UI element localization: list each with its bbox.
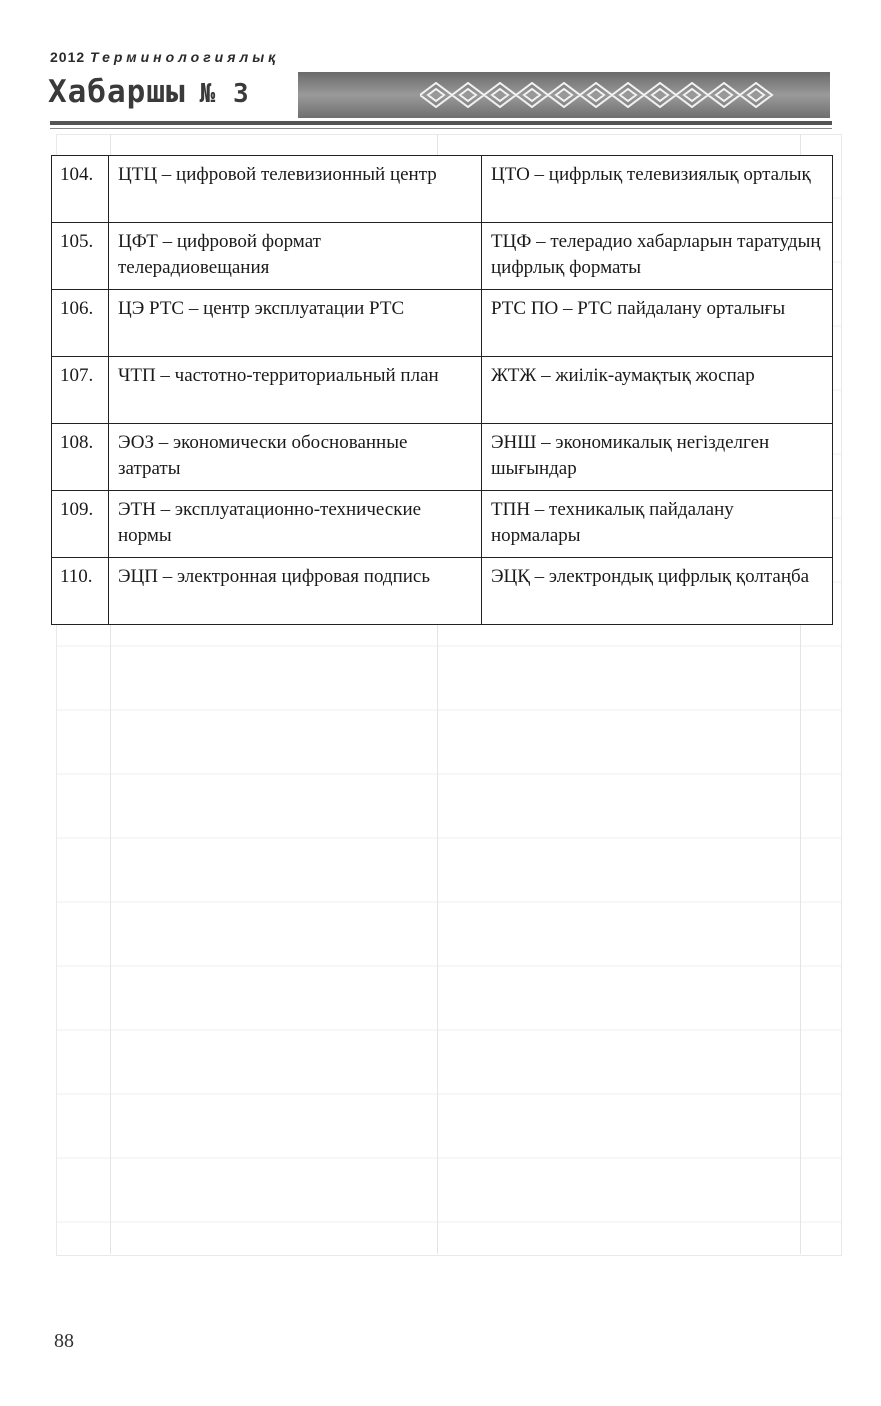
header-year-line xyxy=(50,49,279,65)
row-number: 110. xyxy=(52,558,109,625)
header-journal: Терминологиялық xyxy=(90,49,280,65)
page-number: 88 xyxy=(54,1330,74,1352)
row-number: 107. xyxy=(52,357,109,424)
term-kazakh: ЖТЖ – жиілік-аумақтық жоспар xyxy=(482,357,833,424)
table-row xyxy=(52,558,833,625)
row-number: 108. xyxy=(52,424,109,491)
term-russian: ЦФТ – цифровой формат телерадиовещания xyxy=(109,223,482,290)
term-kazakh: ЭНШ – экономикалық негізделген шығындар xyxy=(482,424,833,491)
term-russian: ЭЦП – электронная цифровая подпись xyxy=(109,558,482,625)
row-number: 104. xyxy=(52,156,109,223)
table-row xyxy=(52,156,833,223)
term-russian: ЧТП – частотно-территориальный план xyxy=(109,357,482,424)
header-issue: № 3 xyxy=(199,79,250,109)
row-number: 105. xyxy=(52,223,109,290)
terms-table-body xyxy=(52,156,833,625)
table-row xyxy=(52,290,833,357)
table-row xyxy=(52,491,833,558)
terms-table xyxy=(51,155,833,625)
table-row xyxy=(52,223,833,290)
table-row xyxy=(52,357,833,424)
term-russian: ЦТЦ – цифровой телевизионный центр xyxy=(109,156,482,223)
header-year: 2012 xyxy=(50,49,86,65)
ornament-band xyxy=(298,72,830,118)
term-kazakh: ЭЦҚ – электрондық цифрлық қолтаңба xyxy=(482,558,833,625)
ornament-pattern-icon xyxy=(420,79,780,111)
table-row xyxy=(52,424,833,491)
term-russian: ЦЭ РТС – центр эксплуатации РТС xyxy=(109,290,482,357)
header-title-line xyxy=(48,74,250,110)
header-title: Хабаршы xyxy=(48,74,186,110)
term-kazakh: ТПН – техникалық пайдалану нормалары xyxy=(482,491,833,558)
row-number: 109. xyxy=(52,491,109,558)
header-rule-thin xyxy=(50,128,832,129)
row-number: 106. xyxy=(52,290,109,357)
term-kazakh: ТЦФ – телерадио хабарларын таратудың цифрлық форматы xyxy=(482,223,833,290)
header-rule xyxy=(50,121,832,125)
term-kazakh: РТС ПО – РТС пайдалану орталығы xyxy=(482,290,833,357)
term-kazakh: ЦТО – цифрлық телевизиялық орталық xyxy=(482,156,833,223)
term-russian: ЭТН – эксплуатационно-технические нормы xyxy=(109,491,482,558)
term-russian: ЭОЗ – экономически обоснованные затраты xyxy=(109,424,482,491)
